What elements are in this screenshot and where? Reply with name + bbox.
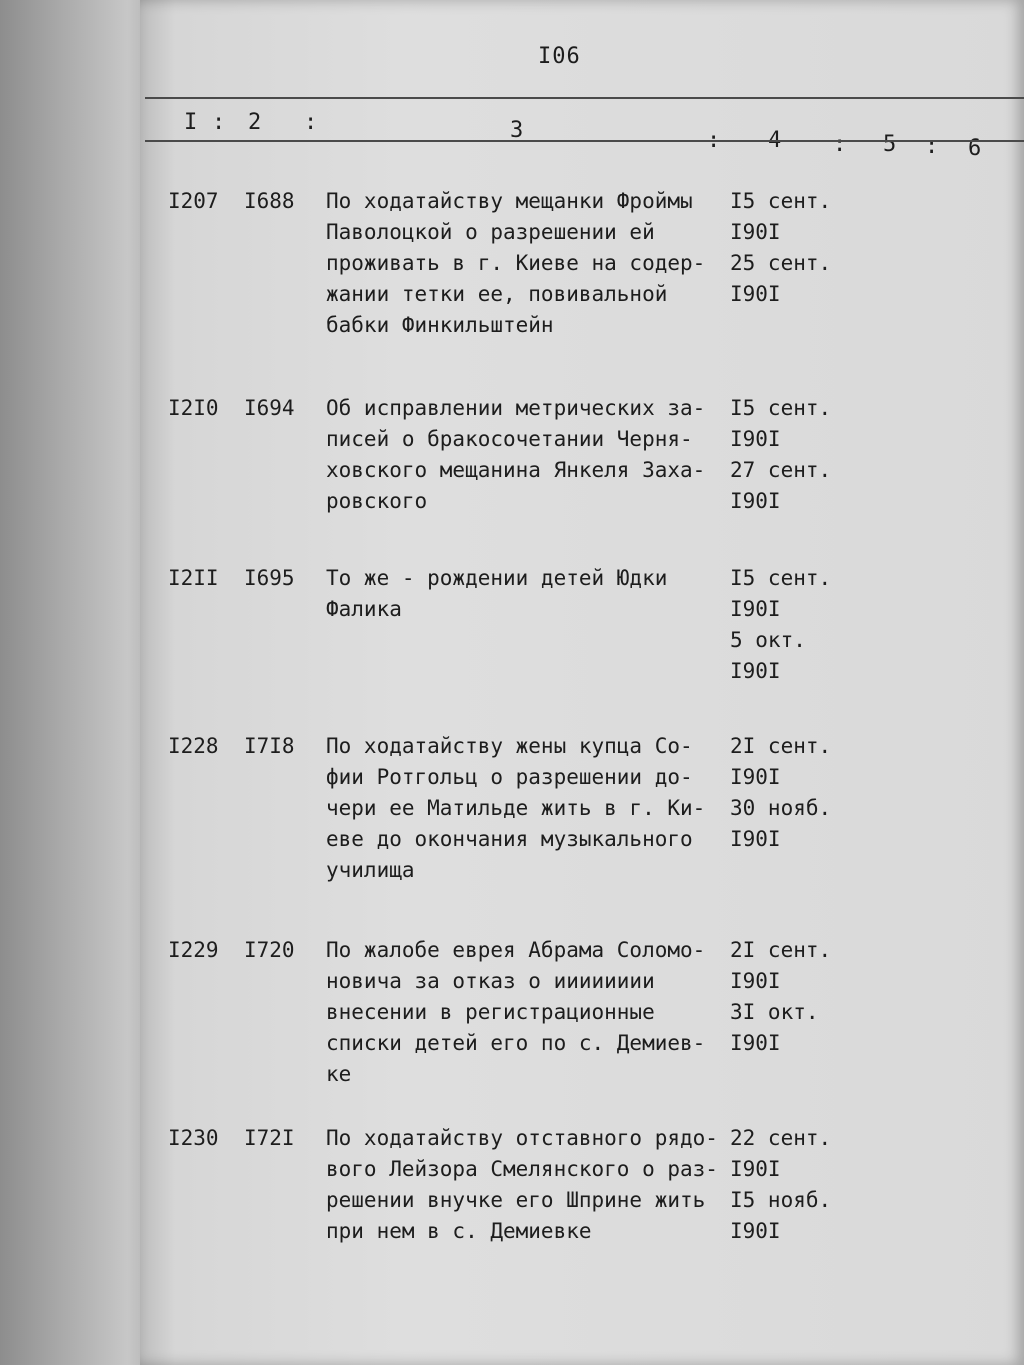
header-separator: : (833, 132, 847, 157)
date-line: I90I (730, 827, 781, 851)
description-line: бабки Финкильштейн (326, 313, 554, 337)
date-line: I90I (730, 427, 781, 451)
file-number: I72I (244, 1126, 295, 1150)
description-line: По жалобе еврея Абрама Соломо- (326, 938, 706, 962)
date-line: I90I (730, 969, 781, 993)
date-line: I5 сент. (730, 189, 832, 213)
document-page (140, 0, 1024, 1365)
entry-number: I229 (168, 938, 219, 962)
date-line: I5 сент. (730, 396, 832, 420)
date-line: I90I (730, 220, 781, 244)
header-separator: : (925, 134, 939, 159)
description-line: списки детей его по с. Демиев- (326, 1031, 706, 1055)
description-line: По ходатайству жены купца Со- (326, 734, 693, 758)
page-number: I06 (538, 44, 581, 69)
date-line: 27 сент. (730, 458, 832, 482)
date-line: I90I (730, 659, 781, 683)
description-line: ровского (326, 489, 428, 513)
description-line: чери ее Матильде жить в г. Ки- (326, 796, 706, 820)
date-line: 22 сент. (730, 1126, 832, 1150)
date-line: I90I (730, 597, 781, 621)
description-line: Фалика (326, 597, 402, 621)
description-line: писей о бракосочетании Черня- (326, 427, 693, 451)
date-line: I90I (730, 1219, 781, 1243)
description-line: вого Лейзора Смелянского о раз- (326, 1157, 718, 1181)
entry-number: I228 (168, 734, 219, 758)
file-number: I694 (244, 396, 295, 420)
file-number: I688 (244, 189, 295, 213)
date-line: I90I (730, 1157, 781, 1181)
date-line: I90I (730, 282, 781, 306)
description-line: училища (326, 858, 415, 882)
header-col-4: 4 (768, 128, 782, 153)
entry-dates (730, 186, 831, 310)
date-line: I90I (730, 765, 781, 789)
date-line: I90I (730, 489, 781, 513)
header-separator: : (707, 128, 721, 153)
entry-description (326, 1123, 726, 1247)
date-line: I5 нояб. (730, 1188, 832, 1212)
date-line: 25 сент. (730, 251, 832, 275)
facing-page (0, 0, 150, 1365)
header-col-1: I (184, 110, 198, 135)
entry-dates (730, 731, 831, 855)
entry-description (326, 186, 726, 341)
description-line: еве до окончания музыкального (326, 827, 693, 851)
date-line: I90I (730, 1031, 781, 1055)
entry-dates (730, 563, 831, 687)
date-line: 2I сент. (730, 938, 832, 962)
date-line: 30 нояб. (730, 796, 832, 820)
header-bottom-rule (145, 140, 1024, 142)
description-line: ховского мещанина Янкеля Заха- (326, 458, 706, 482)
header-col-5: 5 (883, 132, 897, 157)
entry-dates (730, 393, 831, 517)
entry-description (326, 393, 726, 517)
header-col-2: 2 (248, 110, 262, 135)
date-line: 3I окт. (730, 1000, 819, 1024)
description-line: внесении в регистрационные (326, 1000, 655, 1024)
entry-number: I2I0 (168, 396, 219, 420)
header-separator: : (212, 110, 226, 135)
description-line: фии Ротгольц о разрешении до- (326, 765, 693, 789)
entry-description (326, 731, 726, 886)
entry-dates (730, 935, 831, 1059)
entry-number: I2II (168, 566, 219, 590)
description-line: Паволоцкой о разрешении ей (326, 220, 655, 244)
date-line: 5 окт. (730, 628, 806, 652)
description-line: новича за отказ о ииииииии (326, 969, 655, 993)
date-line: I5 сент. (730, 566, 832, 590)
header-top-rule (145, 97, 1024, 99)
description-line: проживать в г. Киеве на содер- (326, 251, 706, 275)
description-line: при нем в с. Демиевке (326, 1219, 592, 1243)
description-line: ке (326, 1062, 352, 1086)
entry-dates (730, 1123, 831, 1247)
file-number: I695 (244, 566, 295, 590)
header-col-3: 3 (510, 118, 524, 143)
header-col-6: 6 (968, 136, 982, 161)
date-line: 2I сент. (730, 734, 832, 758)
entry-description (326, 563, 726, 625)
description-line: Об исправлении метрических за- (326, 396, 706, 420)
entry-number: I207 (168, 189, 219, 213)
description-line: решении внучке его Шприне жить (326, 1188, 706, 1212)
description-line: То же - рождении детей Юдки (326, 566, 668, 590)
description-line: По ходатайству отставного рядо- (326, 1126, 718, 1150)
description-line: По ходатайству мещанки Фроймы (326, 189, 693, 213)
file-number: I7I8 (244, 734, 295, 758)
entry-number: I230 (168, 1126, 219, 1150)
file-number: I720 (244, 938, 295, 962)
header-separator: : (304, 110, 318, 135)
entry-description (326, 935, 726, 1090)
description-line: жании тетки ее, повивальной (326, 282, 668, 306)
